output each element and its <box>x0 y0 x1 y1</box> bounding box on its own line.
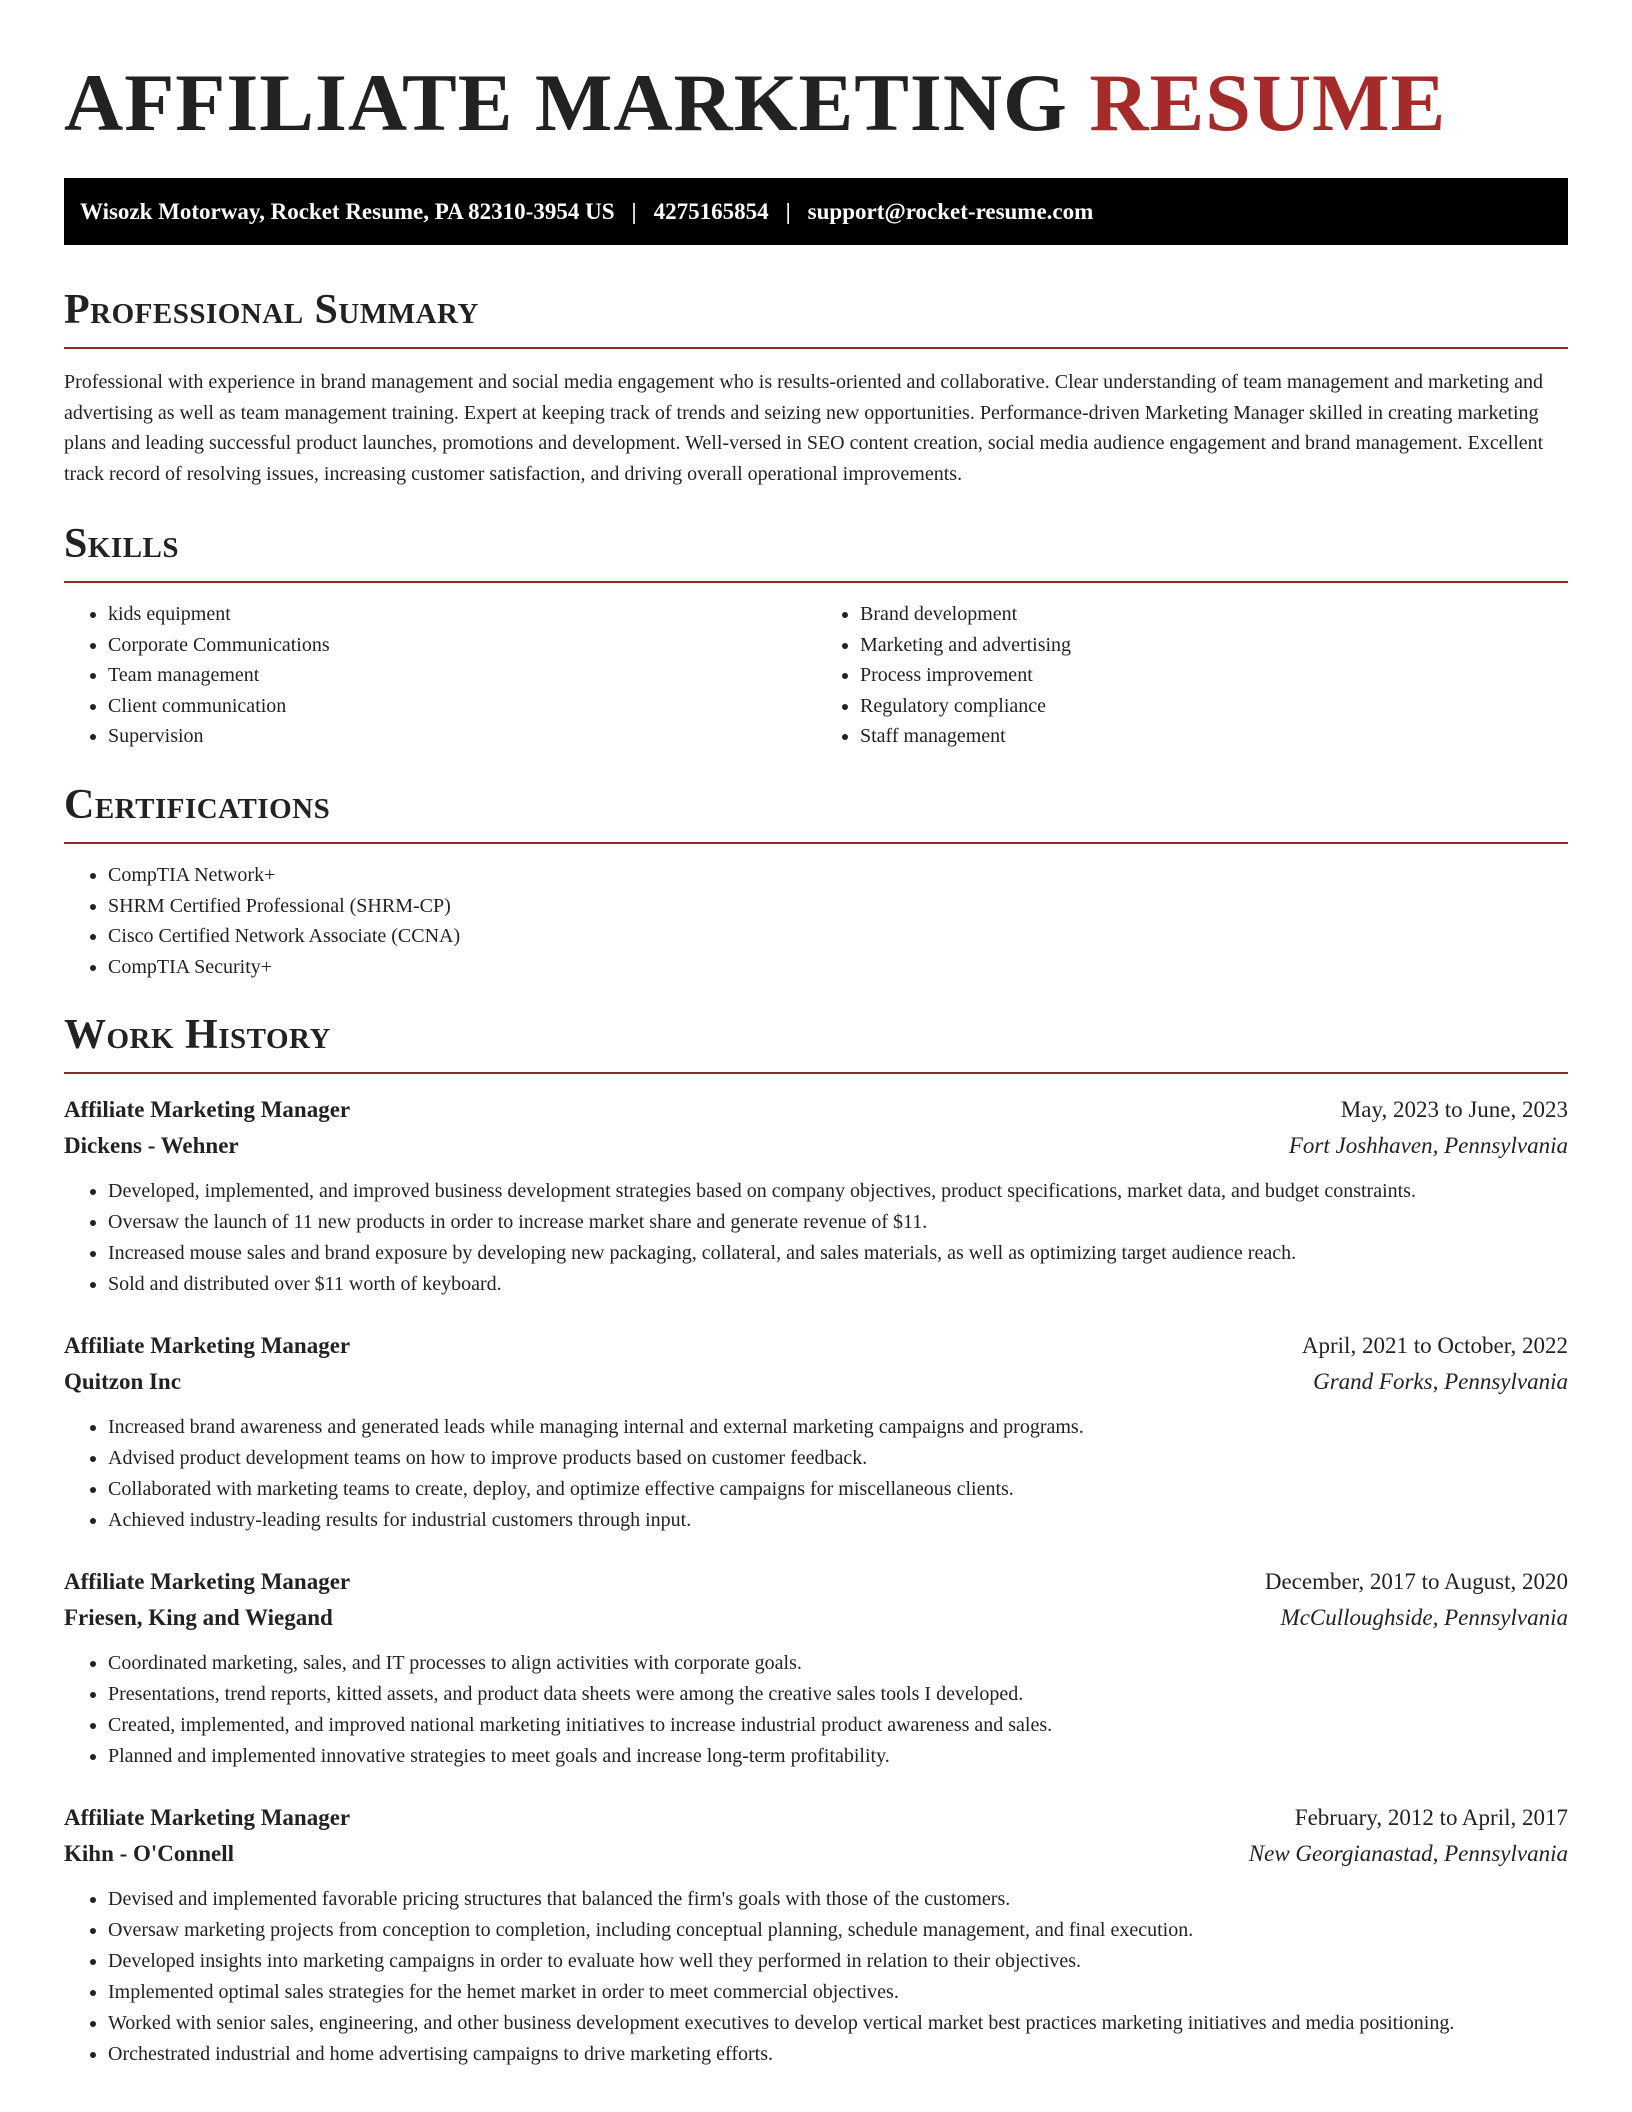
job-bullet: • Advised product development teams on how to improve products based on customer feedback. <box>108 1443 1568 1474</box>
job-bullets <box>64 1176 1568 1300</box>
job-header <box>64 1328 1568 1364</box>
summary-section <box>64 285 1568 489</box>
job-bullets <box>64 1412 1568 1536</box>
section-divider <box>64 1072 1568 1074</box>
job-header <box>64 1564 1568 1600</box>
job-entry <box>64 1800 1568 2070</box>
job-header <box>64 1092 1568 1128</box>
job-bullet: • Sold and distributed over $11 worth of keyboard. <box>108 1269 1568 1300</box>
job-company: Dickens - Wehner <box>64 1133 239 1159</box>
summary-text: Professional with experience in brand management and social media engagement who is results-oriented and collaborative. Clear understanding of team management and marketing and advertising as well as team management training. Expert at keeping track of trends and seizing new opportunities. Performance-driven Marketing Manager skilled in creating marketing plans and leading successful product launches, promotions and development. Well-versed in SEO content creation, social media audience engagement and brand management. Excellent track record of resolving issues, increasing customer satisfaction, and driving overall operational improvements. <box>64 371 1544 485</box>
job-bullet: • Collaborated with marketing teams to create, deploy, and optimize effective campaigns for miscellaneous clients. <box>108 1474 1568 1505</box>
job-header <box>64 1800 1568 1836</box>
contact-phone: 4275165854 <box>653 198 769 224</box>
job-bullet: • Devised and implemented favorable pricing structures that balanced the firm's goals with those of the customers. <box>108 1884 1568 1915</box>
certification-item: • CompTIA Network+ <box>108 860 1568 891</box>
title-accent: RESUME <box>1089 57 1447 148</box>
skill-item: • kids equipment <box>108 599 816 630</box>
job-location: New Georgianastad, Pennsylvania <box>1248 1841 1568 1867</box>
job-bullet: • Worked with senior sales, engineering, and other business development executives to develop vertical market best practices marketing initiatives and media positioning. <box>108 2008 1568 2039</box>
skill-item: • Client communication <box>108 691 816 722</box>
job-title: Affiliate Marketing Manager <box>64 1569 351 1595</box>
job-subheader <box>64 1364 1568 1400</box>
job-bullet: • Increased mouse sales and brand exposure by developing new packaging, collateral, and sales materials, as well as optimizing target audience reach. <box>108 1238 1568 1269</box>
job-subheader <box>64 1836 1568 1872</box>
job-title: Affiliate Marketing Manager <box>64 1333 351 1359</box>
job-title: Affiliate Marketing Manager <box>64 1097 351 1123</box>
section-heading-summary: Professional Summary <box>64 287 479 333</box>
job-bullets <box>64 1648 1568 1772</box>
certification-item: • Cisco Certified Network Associate (CCNA) <box>108 921 1568 952</box>
contact-address: Wisozk Motorway, Rocket Resume, PA 82310-3954 US <box>80 198 615 224</box>
job-location: Fort Joshhaven, Pennsylvania <box>1288 1133 1568 1159</box>
section-divider <box>64 347 1568 349</box>
section-divider <box>64 581 1568 583</box>
job-bullet: • Developed insights into marketing campaigns in order to evaluate how well they performed in relation to their objectives. <box>108 1946 1568 1977</box>
job-bullet: • Presentations, trend reports, kitted assets, and product data sheets were among the creative sales tools I developed. <box>108 1679 1568 1710</box>
skill-item: • Supervision <box>108 721 816 752</box>
skill-item: • Regulatory compliance <box>860 691 1568 722</box>
job-bullet: • Developed, implemented, and improved business development strategies based on company objectives, product specifications, market data, and budget constraints. <box>108 1176 1568 1207</box>
job-dates: December, 2017 to August, 2020 <box>1264 1569 1568 1595</box>
skill-item: • Team management <box>108 660 816 691</box>
job-bullet: • Coordinated marketing, sales, and IT processes to align activities with corporate goals. <box>108 1648 1568 1679</box>
job-company: Friesen, King and Wiegand <box>64 1605 333 1631</box>
contact-separator: | <box>631 198 637 224</box>
certifications-list <box>64 860 1568 982</box>
section-heading-skills: Skills <box>64 521 180 567</box>
contact-separator: | <box>785 198 791 224</box>
skills-list-right <box>816 599 1568 752</box>
job-location: Grand Forks, Pennsylvania <box>1313 1369 1568 1395</box>
job-title: Affiliate Marketing Manager <box>64 1805 351 1831</box>
skill-item: • Process improvement <box>860 660 1568 691</box>
skills-section <box>64 519 1568 752</box>
title-main: AFFILIATE MARKETING <box>64 57 1068 148</box>
section-divider <box>64 842 1568 844</box>
certifications-section <box>64 780 1568 982</box>
certification-item: • CompTIA Security+ <box>108 952 1568 983</box>
skills-columns <box>64 599 1568 752</box>
skill-item: • Staff management <box>860 721 1568 752</box>
job-dates: April, 2021 to October, 2022 <box>1301 1333 1568 1359</box>
job-company: Quitzon Inc <box>64 1369 181 1395</box>
section-heading-work-history: Work History <box>64 1012 331 1059</box>
job-subheader <box>64 1128 1568 1164</box>
job-bullets <box>64 1884 1568 2070</box>
job-bullet: • Created, implemented, and improved national marketing initiatives to increase industrial product awareness and sales. <box>108 1710 1568 1741</box>
skill-item: • Corporate Communications <box>108 630 816 661</box>
section-heading-certifications: Certifications <box>64 781 331 828</box>
job-bullet: • Planned and implemented innovative strategies to meet goals and increase long-term profitability. <box>108 1741 1568 1772</box>
resume-title <box>64 0 1568 150</box>
skill-item: • Brand development <box>860 599 1568 630</box>
job-bullet: • Oversaw the launch of 11 new products in order to increase market share and generate revenue of $11. <box>108 1207 1568 1238</box>
job-dates: February, 2012 to April, 2017 <box>1294 1805 1568 1831</box>
job-bullet: • Increased brand awareness and generated leads while managing internal and external marketing campaigns and programs. <box>108 1412 1568 1443</box>
job-entry <box>64 1564 1568 1772</box>
skill-item: • Marketing and advertising <box>860 630 1568 661</box>
job-dates: May, 2023 to June, 2023 <box>1340 1097 1568 1123</box>
job-bullet: • Orchestrated industrial and home advertising campaigns to drive marketing efforts. <box>108 2039 1568 2070</box>
skills-list-left <box>64 599 816 752</box>
job-subheader <box>64 1600 1568 1636</box>
contact-email: support@rocket-resume.com <box>807 198 1094 224</box>
job-entry <box>64 1328 1568 1536</box>
job-bullet: • Achieved industry-leading results for industrial customers through input. <box>108 1505 1568 1536</box>
job-bullet: • Implemented optimal sales strategies for the hemet market in order to meet commercial objectives. <box>108 1977 1568 2008</box>
contact-bar <box>64 178 1568 245</box>
job-bullet: • Oversaw marketing projects from conception to completion, including conceptual planning, schedule management, and final execution. <box>108 1915 1568 1946</box>
work-history-section <box>64 1010 1568 2070</box>
job-entry <box>64 1092 1568 1300</box>
job-location: McCulloughside, Pennsylvania <box>1280 1605 1568 1631</box>
job-company: Kihn - O'Connell <box>64 1841 234 1867</box>
certification-item: • SHRM Certified Professional (SHRM-CP) <box>108 891 1568 922</box>
